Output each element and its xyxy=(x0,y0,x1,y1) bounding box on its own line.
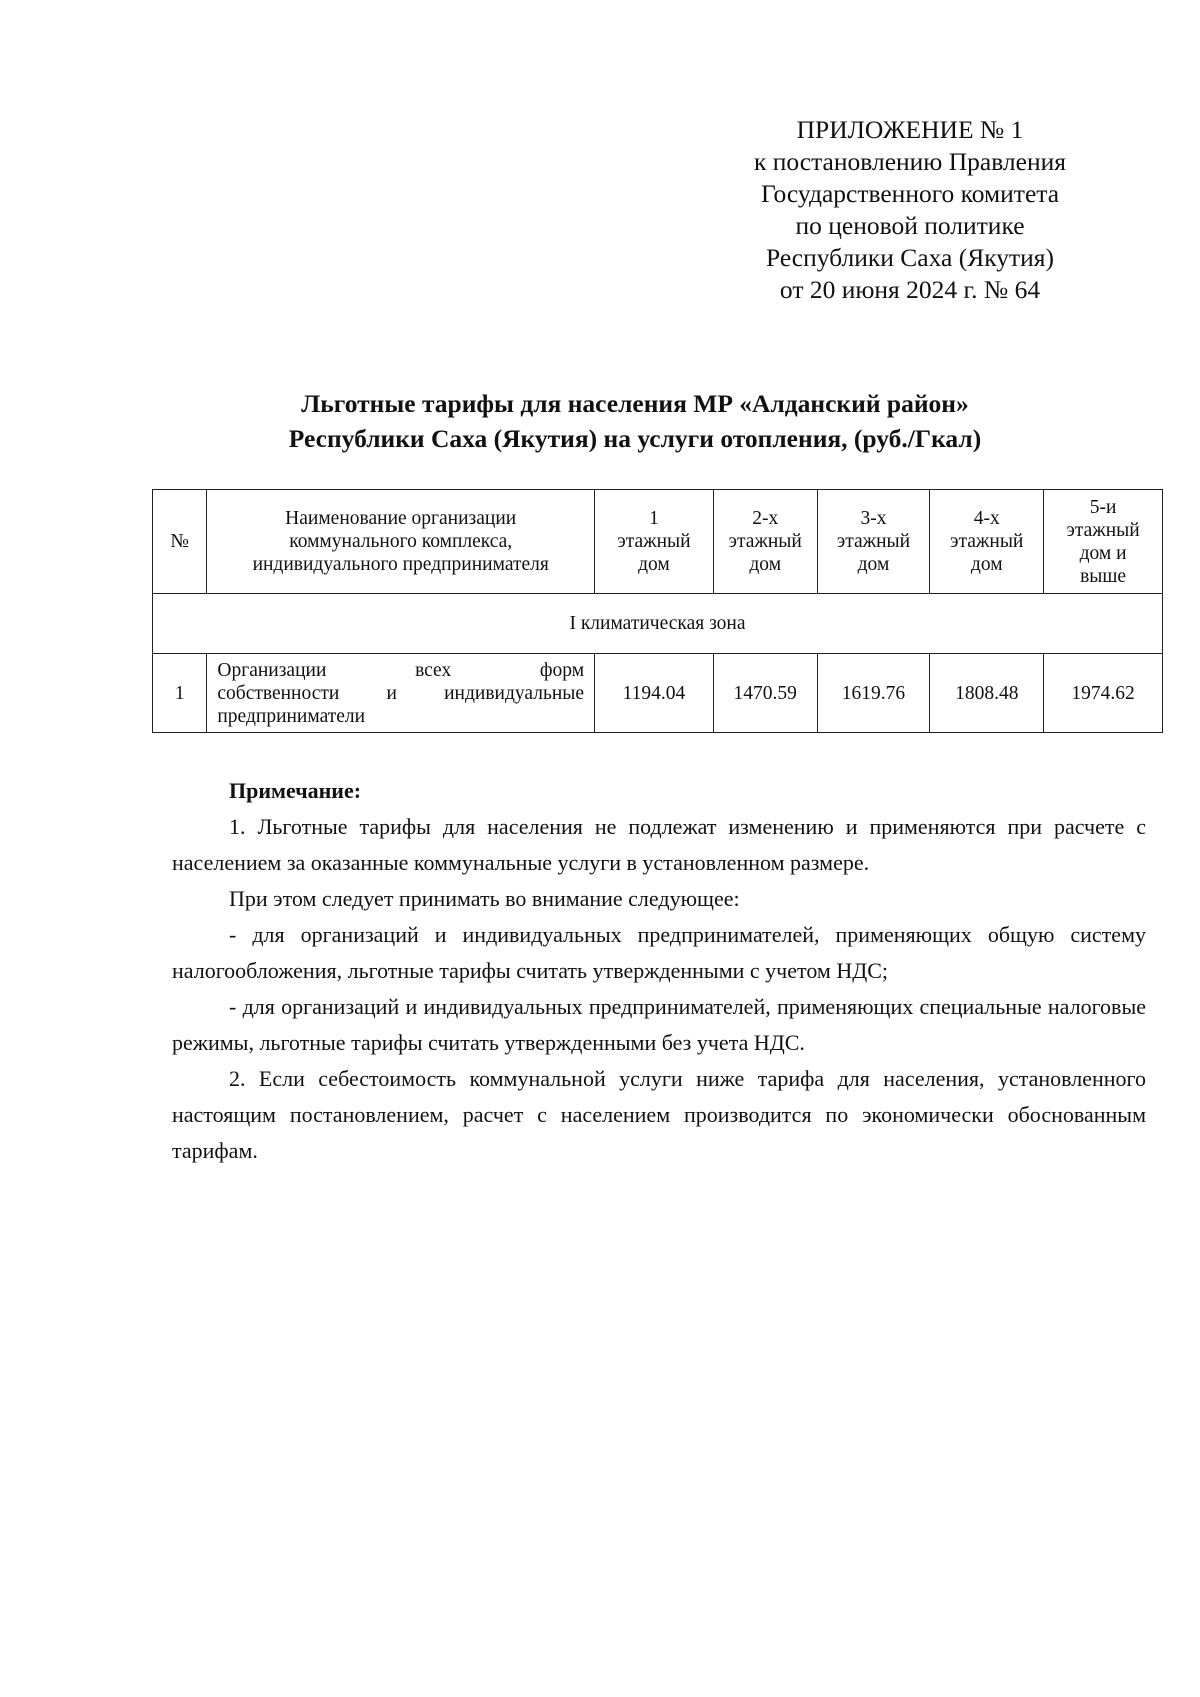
header-1-floor xyxy=(595,490,714,594)
header-line: дом xyxy=(638,554,670,575)
name-line: предприниматели xyxy=(217,705,366,727)
header-4-floor xyxy=(930,490,1044,594)
name-line xyxy=(217,682,584,705)
table-row xyxy=(153,654,1163,733)
header-line: этажный xyxy=(728,531,802,552)
appendix-date: от 20 июня 2024 г. № 64 xyxy=(779,275,1041,304)
header-line: 4-х xyxy=(973,508,1000,529)
appendix-ref-line: к постановлению Правления xyxy=(753,147,1066,176)
header-line: этажный xyxy=(617,531,691,552)
document-title xyxy=(150,386,1120,456)
notes-section xyxy=(172,773,1146,1169)
row-organization-name xyxy=(207,654,595,733)
header-2-floor xyxy=(713,490,817,594)
note-paragraph: - для организаций и индивидуальных предпринимателей, применяющих специальные налоговые режимы, льготные тарифы считать утвержденными без учета НДС. xyxy=(172,994,1146,1055)
header-organization-name xyxy=(207,490,595,594)
header-line: Наименование организации xyxy=(285,508,517,529)
tariff-4-floor: 1808.48 xyxy=(930,654,1044,733)
name-line xyxy=(217,659,584,682)
appendix-header xyxy=(700,114,1120,306)
title-line: Республики Саха (Якутия) на услуги отопления, (руб./Гкал) xyxy=(288,424,982,453)
header-line: выше xyxy=(1080,565,1127,587)
header-line: дом xyxy=(970,554,1003,575)
header-line: этажный xyxy=(836,531,911,552)
header-line: коммунального комплекса, xyxy=(289,531,513,552)
name-word: всех xyxy=(415,659,452,681)
tariff-table xyxy=(152,489,1163,733)
header-line: дом и xyxy=(1079,542,1127,564)
header-line: дом xyxy=(857,554,890,575)
name-word: Организации xyxy=(217,659,327,681)
header-line: 5-и xyxy=(1089,496,1117,518)
header-line: 1 xyxy=(649,508,659,529)
row-num: 1 xyxy=(153,654,207,733)
name-word: и xyxy=(386,682,397,704)
title-line: Льготные тарифы для населения МР «Алданский район» xyxy=(301,389,969,418)
tariff-2-floor: 1470.59 xyxy=(713,654,817,733)
climate-zone-label: I климатическая зона xyxy=(153,594,1163,654)
note-paragraph: - для организаций и индивидуальных предпринимателей, применяющих общую систему налогообложения, льготные тарифы считать утвержденными с учетом НДС; xyxy=(172,922,1146,983)
header-line: 3-х xyxy=(860,508,887,529)
appendix-ref-line: Государственного комитета xyxy=(760,179,1060,208)
note-paragraph: При этом следует принимать во внимание следующее: xyxy=(229,886,740,911)
tariff-5-floor-and-above: 1974.62 xyxy=(1044,654,1163,733)
header-line: индивидуального предпринимателя xyxy=(252,554,549,575)
header-line: этажный xyxy=(950,531,1024,552)
header-line: 2-х xyxy=(752,508,779,529)
table-header-row xyxy=(153,490,1163,594)
header-num: № xyxy=(153,490,207,594)
notes-title: Примечание: xyxy=(229,778,362,803)
name-word: индивидуальные xyxy=(444,682,585,704)
tariff-1-floor: 1194.04 xyxy=(595,654,714,733)
header-5-floor-and-above xyxy=(1044,490,1163,594)
name-word: форм xyxy=(539,659,585,681)
appendix-number: ПРИЛОЖЕНИЕ № 1 xyxy=(796,115,1024,144)
note-paragraph: 2. Если себестоимость коммунальной услуги ниже тарифа для населения, установленного настоящим постановлением, расчет с населением производится по экономически обоснованным тарифам. xyxy=(172,1066,1146,1163)
header-line: дом xyxy=(749,554,782,575)
appendix-ref-line: по ценовой политике xyxy=(795,211,1025,240)
climate-zone-row xyxy=(153,594,1163,654)
tariff-3-floor: 1619.76 xyxy=(817,654,930,733)
header-line: этажный xyxy=(1066,519,1140,541)
name-word: собственности xyxy=(217,682,340,704)
appendix-ref-line: Республики Саха (Якутия) xyxy=(765,243,1055,272)
header-3-floor xyxy=(817,490,930,594)
note-paragraph: 1. Льготные тарифы для населения не подлежат изменению и применяются при расчете с населением за оказанные коммунальные услуги в установленном размере. xyxy=(172,814,1146,875)
